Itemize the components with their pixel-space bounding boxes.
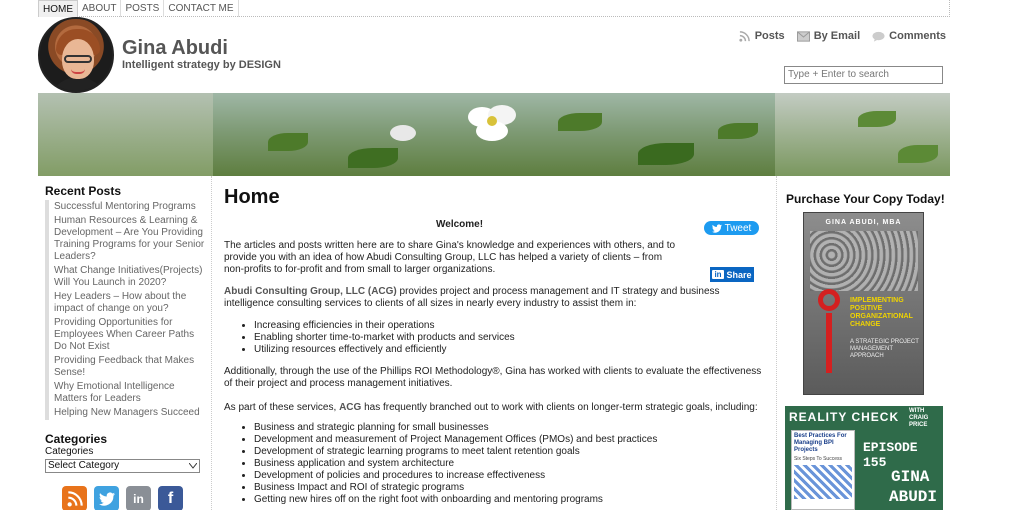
- category-select[interactable]: [45, 459, 200, 473]
- tweet-button[interactable]: [704, 221, 759, 235]
- main-content: [213, 176, 775, 510]
- subscribe-comments-label: Comments: [889, 30, 946, 42]
- purchase-title: Purchase Your Copy Today!: [786, 192, 945, 206]
- right-sidebar: [776, 176, 950, 510]
- book-cover[interactable]: [803, 212, 924, 395]
- book-title: IMPLEMENTING POSITIVE ORGANIZATIONAL CHANGE: [850, 297, 913, 328]
- linkedin-icon[interactable]: in: [126, 486, 151, 510]
- key-icon: [818, 289, 840, 311]
- comment-icon: [872, 31, 885, 42]
- site-tagline: Intelligent strategy by DESIGN: [122, 59, 281, 71]
- strategic-paragraph: [224, 402, 764, 414]
- podcast-card-sub: Six Steps To Success: [794, 456, 842, 462]
- subscribe-posts[interactable]: [738, 30, 785, 42]
- strategic-rest: has frequently branched out to work with clients on longer-term strategic goals, including:: [361, 402, 758, 413]
- list-item: • Getting new hires off on the right foot with onboarding and mentoring programs: [254, 494, 657, 506]
- recent-post-link[interactable]: Hey Leaders – How about the impact of change on you?: [45, 290, 205, 316]
- list-item: • Development and measurement of Project Management Offices (PMOs) and best practices: [254, 434, 657, 446]
- nav-contact[interactable]: CONTACT ME: [164, 0, 238, 17]
- recent-post-link[interactable]: Why Emotional Intelligence Matters for Leaders: [45, 380, 205, 406]
- nav-home[interactable]: HOME: [38, 0, 78, 17]
- site-title[interactable]: Gina Abudi: [122, 37, 228, 59]
- avatar: [38, 17, 114, 93]
- left-sidebar: [38, 176, 212, 510]
- list-item: • Increasing efficiencies in their operations: [254, 320, 515, 332]
- acg-description: provides project and process management and IT strategy and business intelligence consulting services to clients of all sizes in nearly every industry to assist them in:: [224, 286, 720, 309]
- acg-abbrev: ACG: [339, 402, 362, 413]
- list-item: • Business Impact and ROI of strategic programs: [254, 482, 657, 494]
- share-label: Share: [726, 269, 752, 280]
- recent-post-link[interactable]: Providing Opportunities for Employees When Career Paths Do Not Exist: [45, 316, 205, 354]
- acg-name: Abudi Consulting Group, LLC (ACG): [224, 286, 397, 297]
- intro-paragraph: The articles and posts written here are to share Gina's knowledge and experiences with others, and to provide you with an idea of how Abudi Consulting Group, LLC has helped a variety of clients – from non-profits to for-profit and from small to larger organizations.: [224, 240, 676, 275]
- list-item: • Utilizing resources effectively and efficiently: [254, 344, 515, 356]
- search-input[interactable]: Type + Enter to search: [784, 66, 943, 84]
- subscribe-email-label: By Email: [813, 30, 861, 42]
- list-item: • Development of policies and procedures to increase effectiveness: [254, 470, 657, 482]
- podcast-banner[interactable]: [785, 406, 943, 510]
- subscribe-email[interactable]: [797, 30, 860, 42]
- chevron-down-icon: [189, 463, 197, 469]
- roi-paragraph: Additionally, through the use of the Phillips ROI Methodology®, Gina has worked with clients to evaluate the effectiveness of their project and process management initiatives.: [224, 366, 762, 389]
- podcast-host: WITH CRAIG PRICE: [909, 408, 929, 428]
- twitter-icon: [712, 224, 722, 233]
- subscribe-posts-label: Posts: [754, 30, 785, 42]
- book-subtitle: A STRATEGIC PROJECT MANAGEMENT APPROACH: [850, 339, 919, 359]
- linkedin-icon: in: [714, 270, 722, 279]
- recent-post-link[interactable]: What Change Initiatives(Projects) Will You Launch in 2020?: [45, 264, 205, 290]
- strategic-goals-list: [254, 422, 657, 506]
- page-title: Home: [224, 186, 280, 208]
- welcome-heading: Welcome!: [436, 219, 484, 230]
- podcast-show: REALITY CHECK: [789, 410, 900, 424]
- recent-posts-title: Recent Posts: [45, 184, 122, 198]
- podcast-card: [791, 430, 855, 510]
- recent-post-link[interactable]: Helping New Managers Succeed: [45, 406, 205, 420]
- recent-post-link[interactable]: Providing Feedback that Makes Sense!: [45, 354, 205, 380]
- podcast-guest-first: GINA: [891, 468, 930, 486]
- rss-icon[interactable]: [62, 486, 87, 510]
- header-banner: [38, 93, 950, 176]
- flower-image: [462, 101, 532, 147]
- twitter-icon[interactable]: [94, 486, 119, 510]
- rss-icon: [738, 31, 751, 42]
- top-nav: [38, 0, 950, 17]
- podcast-episode: EPISODE 155: [863, 440, 918, 470]
- list-item: • Business and strategic planning for small businesses: [254, 422, 657, 434]
- facebook-icon[interactable]: f: [158, 486, 183, 510]
- subscribe-comments[interactable]: [872, 30, 946, 42]
- list-item: • Business application and system architecture: [254, 458, 657, 470]
- email-icon: [797, 31, 810, 42]
- tweet-label: Tweet: [724, 222, 752, 234]
- subscribe-links: [738, 30, 946, 42]
- strategic-prefix: As part of these services,: [224, 402, 340, 413]
- list-item: • Enabling shorter time-to-market with products and services: [254, 332, 515, 344]
- podcast-guest-last: ABUDI: [889, 488, 938, 506]
- acg-paragraph: [224, 286, 764, 310]
- podcast-card-title: Best Practices For Managing BPI Projects: [794, 433, 847, 453]
- categories-title: Categories: [45, 432, 108, 446]
- recent-post-link[interactable]: Successful Mentoring Programs: [45, 200, 205, 214]
- recent-posts-list: [45, 200, 211, 420]
- linkedin-share-button[interactable]: [710, 267, 754, 282]
- nav-posts[interactable]: POSTS: [121, 0, 164, 17]
- category-select-value: Select Category: [48, 460, 120, 471]
- nav-about[interactable]: ABOUT: [78, 0, 121, 17]
- social-icons: [62, 486, 183, 510]
- services-list: [254, 320, 515, 356]
- book-author: GINA ABUDI, MBA: [825, 219, 902, 226]
- categories-label: Categories: [45, 446, 94, 457]
- recent-post-link[interactable]: Human Resources & Learning & Development – Are You Providing Training Programs for your Senior Leaders?: [45, 214, 205, 264]
- list-item: • Development of strategic learning programs to meet talent retention goals: [254, 446, 657, 458]
